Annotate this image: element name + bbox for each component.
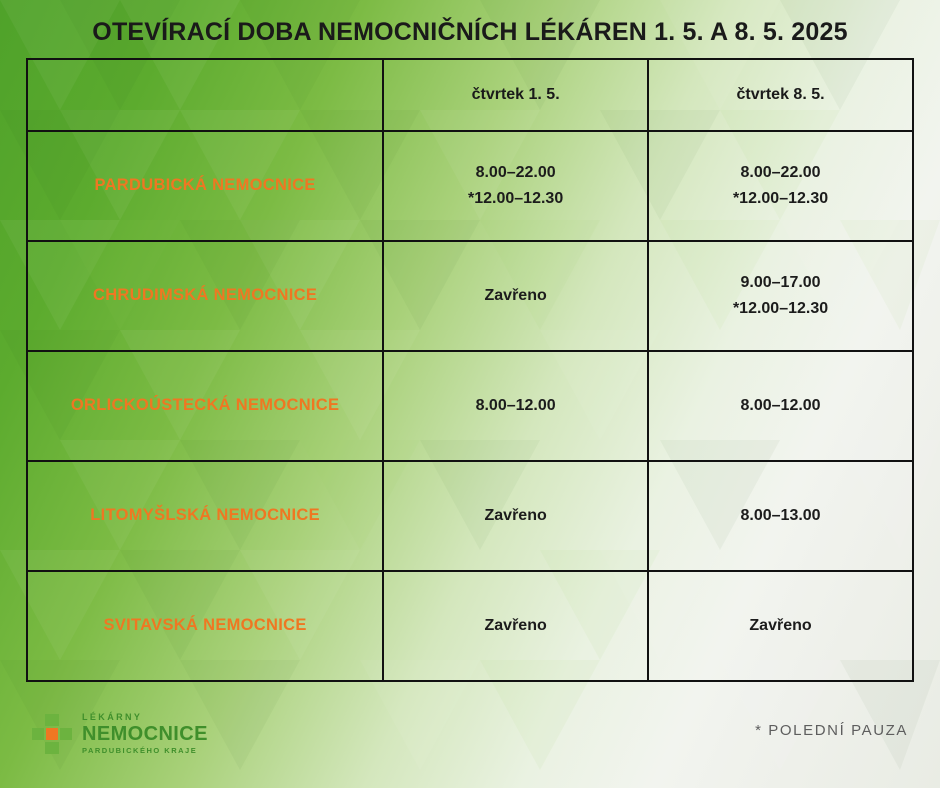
hours-day2	[648, 241, 913, 351]
page-title: OTEVÍRACÍ DOBA NEMOCNIČNÍCH LÉKÁREN 1. 5. A 8. 5. 2025	[92, 18, 848, 46]
hours-line: Zavřeno	[749, 617, 812, 635]
hours-line: 8.00–12.00	[740, 397, 821, 415]
hours-line: 9.00–17.00	[740, 274, 821, 292]
hours-day2	[648, 461, 913, 571]
table-row	[27, 131, 913, 241]
table-header	[27, 59, 913, 131]
hours-line-pause: *12.00–12.30	[732, 300, 829, 317]
hours-day1	[383, 461, 648, 571]
table-body	[27, 131, 913, 681]
logo-line-3: PARDUBICKÉHO KRAJE	[82, 746, 198, 756]
hours-line-pause: *12.00–12.30	[468, 190, 564, 207]
brand-logo	[30, 712, 208, 756]
logo-line-1: LÉKÁRNY	[82, 712, 143, 723]
header-row	[27, 59, 913, 131]
hours-day1	[383, 131, 648, 241]
header-cell-day2: čtvrtek 8. 5.	[648, 59, 913, 131]
hours-line-pause: *12.00–12.30	[732, 190, 829, 207]
table-row	[27, 571, 913, 681]
footnote-lunch-break: * POLEDNÍ PAUZA	[755, 722, 908, 739]
hospital-name: SVITAVSKÁ NEMOCNICE	[27, 571, 383, 681]
table-row	[27, 241, 913, 351]
hospital-name: LITOMYŠLSKÁ NEMOCNICE	[27, 461, 383, 571]
logo-line-2: NEMOCNICE	[82, 723, 208, 746]
hours-day2	[648, 351, 913, 461]
table-row	[27, 351, 913, 461]
hours-day2	[648, 571, 913, 681]
cross-logo-icon	[30, 712, 74, 756]
table-row	[27, 461, 913, 571]
schedule-table-container	[26, 58, 914, 680]
header-cell-blank	[27, 59, 383, 131]
hours-line: 8.00–12.00	[475, 397, 556, 415]
hours-line: 8.00–13.00	[740, 507, 821, 525]
hours-line: 8.00–22.00	[475, 164, 556, 182]
hours-day1	[383, 241, 648, 351]
hours-line: Zavřeno	[484, 507, 547, 525]
hours-line: Zavřeno	[484, 287, 547, 305]
header-cell-day1: čtvrtek 1. 5.	[383, 59, 648, 131]
logo-wordmark	[82, 713, 208, 755]
hours-line: Zavřeno	[484, 617, 547, 635]
hours-line: 8.00–22.00	[740, 164, 821, 182]
hospital-name: ORLICKOÚSTECKÁ NEMOCNICE	[27, 351, 383, 461]
hours-day2	[648, 131, 913, 241]
hospital-name: CHRUDIMSKÁ NEMOCNICE	[27, 241, 383, 351]
pharmacy-hours-table	[26, 58, 914, 682]
hours-day1	[383, 351, 648, 461]
hospital-name: PARDUBICKÁ NEMOCNICE	[27, 131, 383, 241]
hours-day1	[383, 571, 648, 681]
